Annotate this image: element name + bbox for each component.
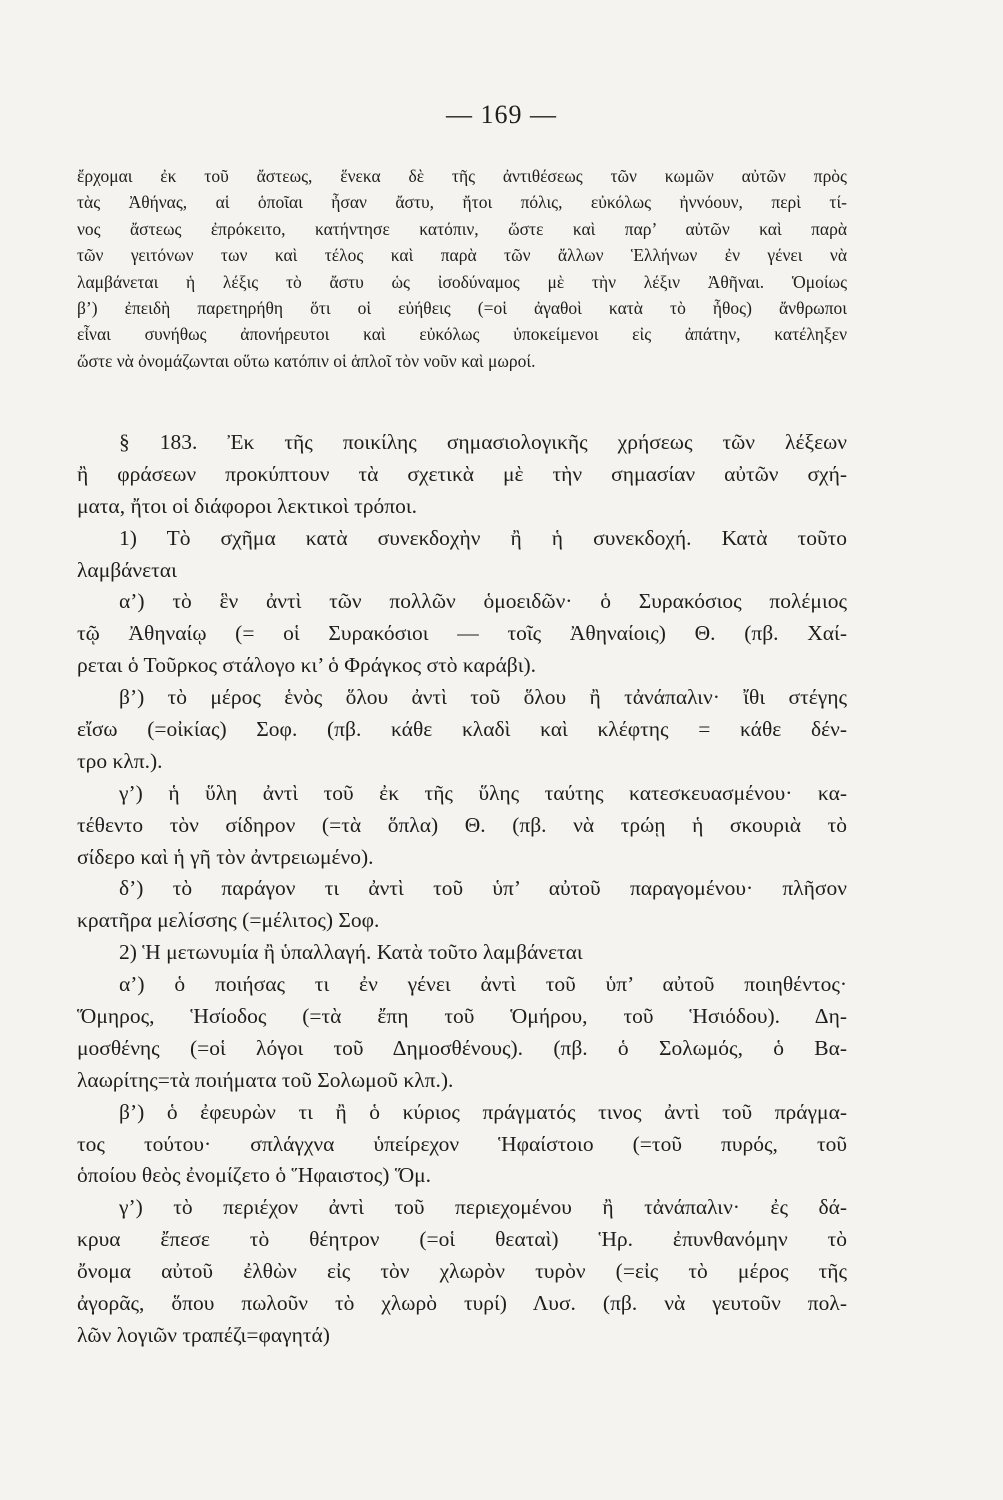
text-line: κρυα ἔπεσε τὸ θέητρον (=οἱ θεαταὶ) Ἡρ. ἐπυνθανόμην τὸ <box>77 1227 847 1252</box>
text-line: 1) Τὸ σχῆμα κατὰ συνεκδοχὴν ἢ ἡ συνεκδοχή. Κατὰ τοῦτο <box>119 525 847 550</box>
text-line: β’) ὁ ἐφευρὼν τι ἢ ὁ κύριος πράγματός τινος ἀντὶ τοῦ πράγμα- <box>119 1099 847 1124</box>
text-line: ἔρχομαι ἐκ τοῦ ἄστεως, ἕνεκα δὲ τῆς ἀντιθέσεως τῶν κωμῶν αὐτῶν πρὸς <box>77 166 847 186</box>
text-line: ἀγορᾶς, ὅπου πωλοῦν τὸ χλωρὸ τυρί) Λυσ. (πβ. νὰ γευτοῦν πολ- <box>77 1291 847 1316</box>
text-line: τρο κλπ.). <box>77 748 163 773</box>
text-line: γ’) τὸ περιέχον ἀντὶ τοῦ περιεχομένου ἢ τἀνάπαλιν· ἐς δά- <box>119 1195 847 1220</box>
text-line: β’) ἐπειδὴ παρετηρήθη ὅτι οἱ εὐήθεις (=οἱ ἀγαθοὶ κατὰ τὸ ἦθος) ἄνθρωποι <box>77 297 847 318</box>
text-line: ἢ φράσεων προκύπτουν τὰ σχετικὰ μὲ τὴν σημασίαν αὐτῶν σχή- <box>77 461 847 486</box>
text-line: ματα, ἤτοι οἱ διάφοροι λεκτικοὶ τρόποι. <box>77 493 417 518</box>
text-line: 2) Ἡ μετωνυμία ἢ ὑπαλλαγή. Κατὰ τοῦτο λαμβάνεται <box>119 940 583 965</box>
text-line: μοσθένης (=οἱ λόγοι τοῦ Δημοσθένους). (πβ. ὁ Σολωμός, ὁ Βα- <box>77 1035 847 1060</box>
text-line: Ὅμηρος, Ἡσίοδος (=τὰ ἔπη τοῦ Ὁμήρου, τοῦ Ἡσιόδου). Δη- <box>77 1004 847 1029</box>
text-line: τος τούτου· σπλάγχνα ὑπείρεχον Ἡφαίστοιο (=τοῦ πυρός, τοῦ <box>77 1131 847 1156</box>
text-line: α’) τὸ ἓν ἀντὶ τῶν πολλῶν ὁμοειδῶν· ὁ Συρακόσιος πολέμιος <box>119 589 847 614</box>
text-line: ὄνομα αὐτοῦ ἐλθὼν εἰς τὸν χλωρὸν τυρὸν (=εἰς τὸ μέρος τῆς <box>77 1259 847 1284</box>
text-line: εἴσω (=οἰκίας) Σοφ. (πβ. κάθε κλαδὶ καὶ κλέφτης = κάθε δέν- <box>77 717 847 742</box>
text-line: ὁποίου θεὸς ἐνομίζετο ὁ Ἥφαιστος) Ὅμ. <box>77 1163 432 1188</box>
text-line: σίδερο καὶ ἡ γῆ τὸν ἀντρειωμένο). <box>77 844 374 869</box>
text-line: κρατῆρα μελίσσης (=μέλιτος) Σοφ. <box>77 908 380 933</box>
text-line: ὥστε νὰ ὀνομάζωνται οὕτω κατόπιν οἱ ἁπλοῖ τὸν νοῦν καὶ μωροί. <box>77 350 536 371</box>
page-number: — 169 — <box>446 100 557 129</box>
text-line: ρεται ὁ Τοῦρκος στάλογο κι’ ὁ Φράγκος στὸ καράβι). <box>77 653 537 678</box>
text-line: λαωρίτης=τὰ ποιήματα τοῦ Σολωμοῦ κλπ.). <box>77 1067 454 1092</box>
section-heading-line: § 183. Ἐκ τῆς ποικίλης σημασιολογικῆς χρήσεως τῶν λέξεων <box>119 430 847 454</box>
text-line: λαμβάνεται <box>77 557 177 582</box>
footnote-paragraph <box>77 163 847 374</box>
section-183 <box>77 427 847 1352</box>
text-line: γ’) ἡ ὕλη ἀντὶ τοῦ ἐκ τῆς ὕλης ταύτης κατεσκευασμένου· κα- <box>119 780 847 805</box>
text-line: β’) τὸ μέρος ἑνὸς ὅλου ἀντὶ τοῦ ὅλου ἢ τἀνάπαλιν· ἴθι στέγης <box>119 685 847 710</box>
text-line: τέθεντο τὸν σίδηρον (=τὰ ὅπλα) Θ. (πβ. νὰ τρώῃ ἡ σκουριὰ τὸ <box>77 812 847 837</box>
text-line: τῶν γειτόνων των καὶ τέλος καὶ παρὰ τῶν ἄλλων Ἑλλήνων ἐν γένει νὰ <box>77 245 847 266</box>
text-line: α’) ὁ ποιήσας τι ἐν γένει ἀντὶ τοῦ ὑπ’ αὐτοῦ ποιηθέντος· <box>119 972 847 997</box>
text-line: λαμβάνεται ἡ λέξις τὸ ἄστυ ὡς ἰσοδύναμος μὲ τὴν λέξιν Ἀθῆναι. Ὁμοίως <box>77 271 847 292</box>
text-line: τὰς Ἀθήνας, αἱ ὁποῖαι ἦσαν ἄστυ, ἤτοι πόλις, εὐκόλως ἠννόουν, περὶ τί- <box>77 192 847 213</box>
text-line: νος ἄστεως ἐπρόκειτο, κατήντησε κατόπιν, ὥστε καὶ παρ’ αὐτῶν καὶ παρὰ <box>77 218 847 239</box>
text-line: εἶναι συνήθως ἀπονήρευτοι καὶ εὐκόλως ὑποκείμενοι εἰς ἀπάτην, κατέληξεν <box>77 324 847 345</box>
text-line: τῷ Ἀθηναίῳ (= οἱ Συρακόσιοι — τοῖς Ἀθηναίοις) Θ. (πβ. Χαί- <box>77 621 847 646</box>
text-line: λῶν λογιῶν τραπέζι=φαγητά) <box>77 1322 330 1347</box>
text-line: δ’) τὸ παράγον τι ἀντὶ τοῦ ὑπ’ αὐτοῦ παραγομένου· πλῆσον <box>119 876 847 901</box>
